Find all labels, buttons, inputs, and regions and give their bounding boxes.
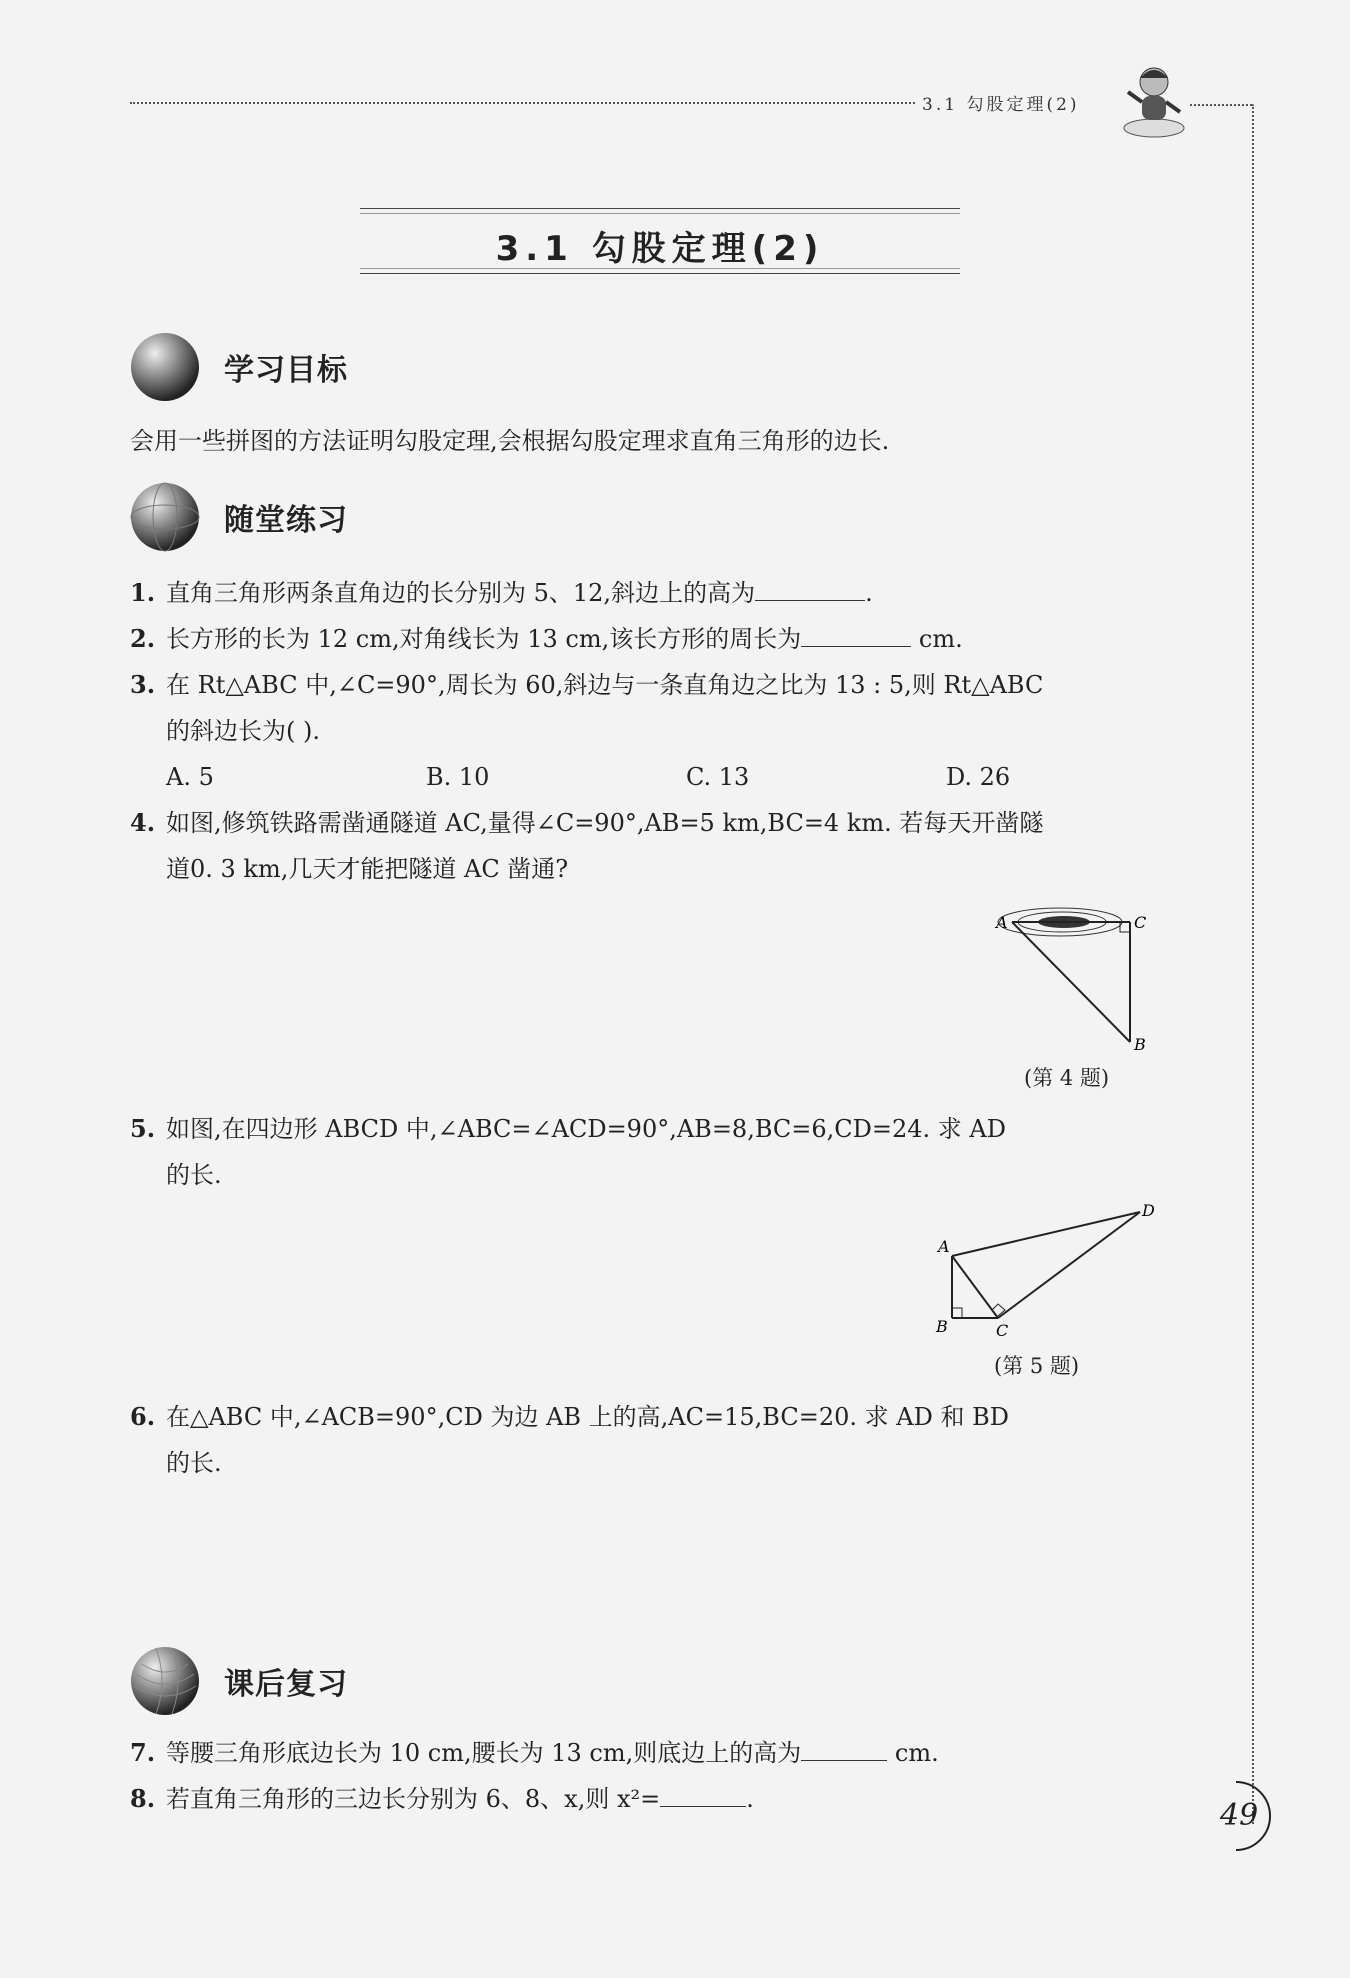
label-b: B [936,1317,948,1336]
question-6: 6. 在△ABC 中,∠ACB=90°,CD 为边 AB 上的高,AC=15,BC=20. 求 AD 和 BD [130,1402,1009,1431]
header-dotted-line-right [1190,104,1252,106]
section-goals [128,330,348,404]
mascot-icon [1118,62,1190,142]
answer-blank[interactable] [660,1776,746,1807]
running-title: 3.1 勾股定理(2) [922,95,1080,115]
question-4-line2: 道0. 3 km,几天才能把隧道 AC 凿通? [166,855,569,883]
label-c: C [1134,913,1147,932]
question-3-options [166,754,1010,800]
answer-blank[interactable] [755,570,865,601]
question-6-line2: 的长. [166,1449,222,1477]
question-8: 8. 若直角三角形的三边长分别为 6、8、x,则 x²= . [130,1776,754,1822]
title-box [360,208,960,274]
question-5-line2: 的长. [166,1161,222,1189]
figure-q5-quadrilateral [930,1200,1160,1340]
section-review [128,1644,348,1718]
label-a: A [996,913,1008,932]
question-3: 3. 在 Rt△ABC 中,∠C=90°,周长为 60,斜边与一条直角边之比为 13 : 5,则 Rt△ABC [130,670,1044,699]
page-title: 3.1 勾股定理(2) [495,229,825,269]
globe-icon [128,480,202,554]
answer-blank[interactable] [801,1730,887,1761]
section-practice [128,480,348,554]
section-title: 随堂练习 [224,503,348,538]
question-5: 5. 如图,在四边形 ABCD 中,∠ABC=∠ACD=90°,AB=8,BC=6,CD=24. 求 AD [130,1114,1006,1143]
goals-text: 会用一些拼图的方法证明勾股定理,会根据勾股定理求直角三角形的边长. [130,427,890,455]
answer-blank[interactable] [801,616,911,647]
label-c: C [996,1321,1009,1340]
option-b[interactable]: B. 10 [426,763,490,791]
question-4: 4. 如图,修筑铁路需凿通隧道 AC,量得∠C=90°,AB=5 km,BC=4 km. 若每天开凿隧 [130,808,1044,837]
question-2: 2. 长方形的长为 12 cm,对角线长为 13 cm,该长方形的周长为 cm. [130,616,963,662]
option-c[interactable]: C. 13 [686,763,750,791]
option-d[interactable]: D. 26 [946,763,1011,791]
figure-caption: (第 4 题) [1024,1066,1110,1090]
margin-dotted-line [1252,104,1254,1824]
page-number: 49 [1220,1798,1259,1833]
header-dotted-line [130,102,915,104]
label-d: D [1142,1201,1155,1220]
figure-q4-tunnel [990,900,1170,1060]
figure-caption: (第 5 题) [994,1354,1080,1378]
label-b: B [1134,1035,1146,1054]
question-7: 7. 等腰三角形底边长为 10 cm,腰长为 13 cm,则底边上的高为 cm. [130,1730,939,1776]
label-a: A [938,1237,950,1256]
option-a[interactable]: A. 5 [166,763,214,791]
section-title: 学习目标 [224,353,348,388]
question-3-line2: 的斜边长为( ). [166,717,320,745]
question-1: 1. 直角三角形两条直角边的长分别为 5、12,斜边上的高为 . [130,570,873,616]
globe-icon [128,330,202,404]
section-title: 课后复习 [224,1667,348,1702]
globe-icon [128,1644,202,1718]
